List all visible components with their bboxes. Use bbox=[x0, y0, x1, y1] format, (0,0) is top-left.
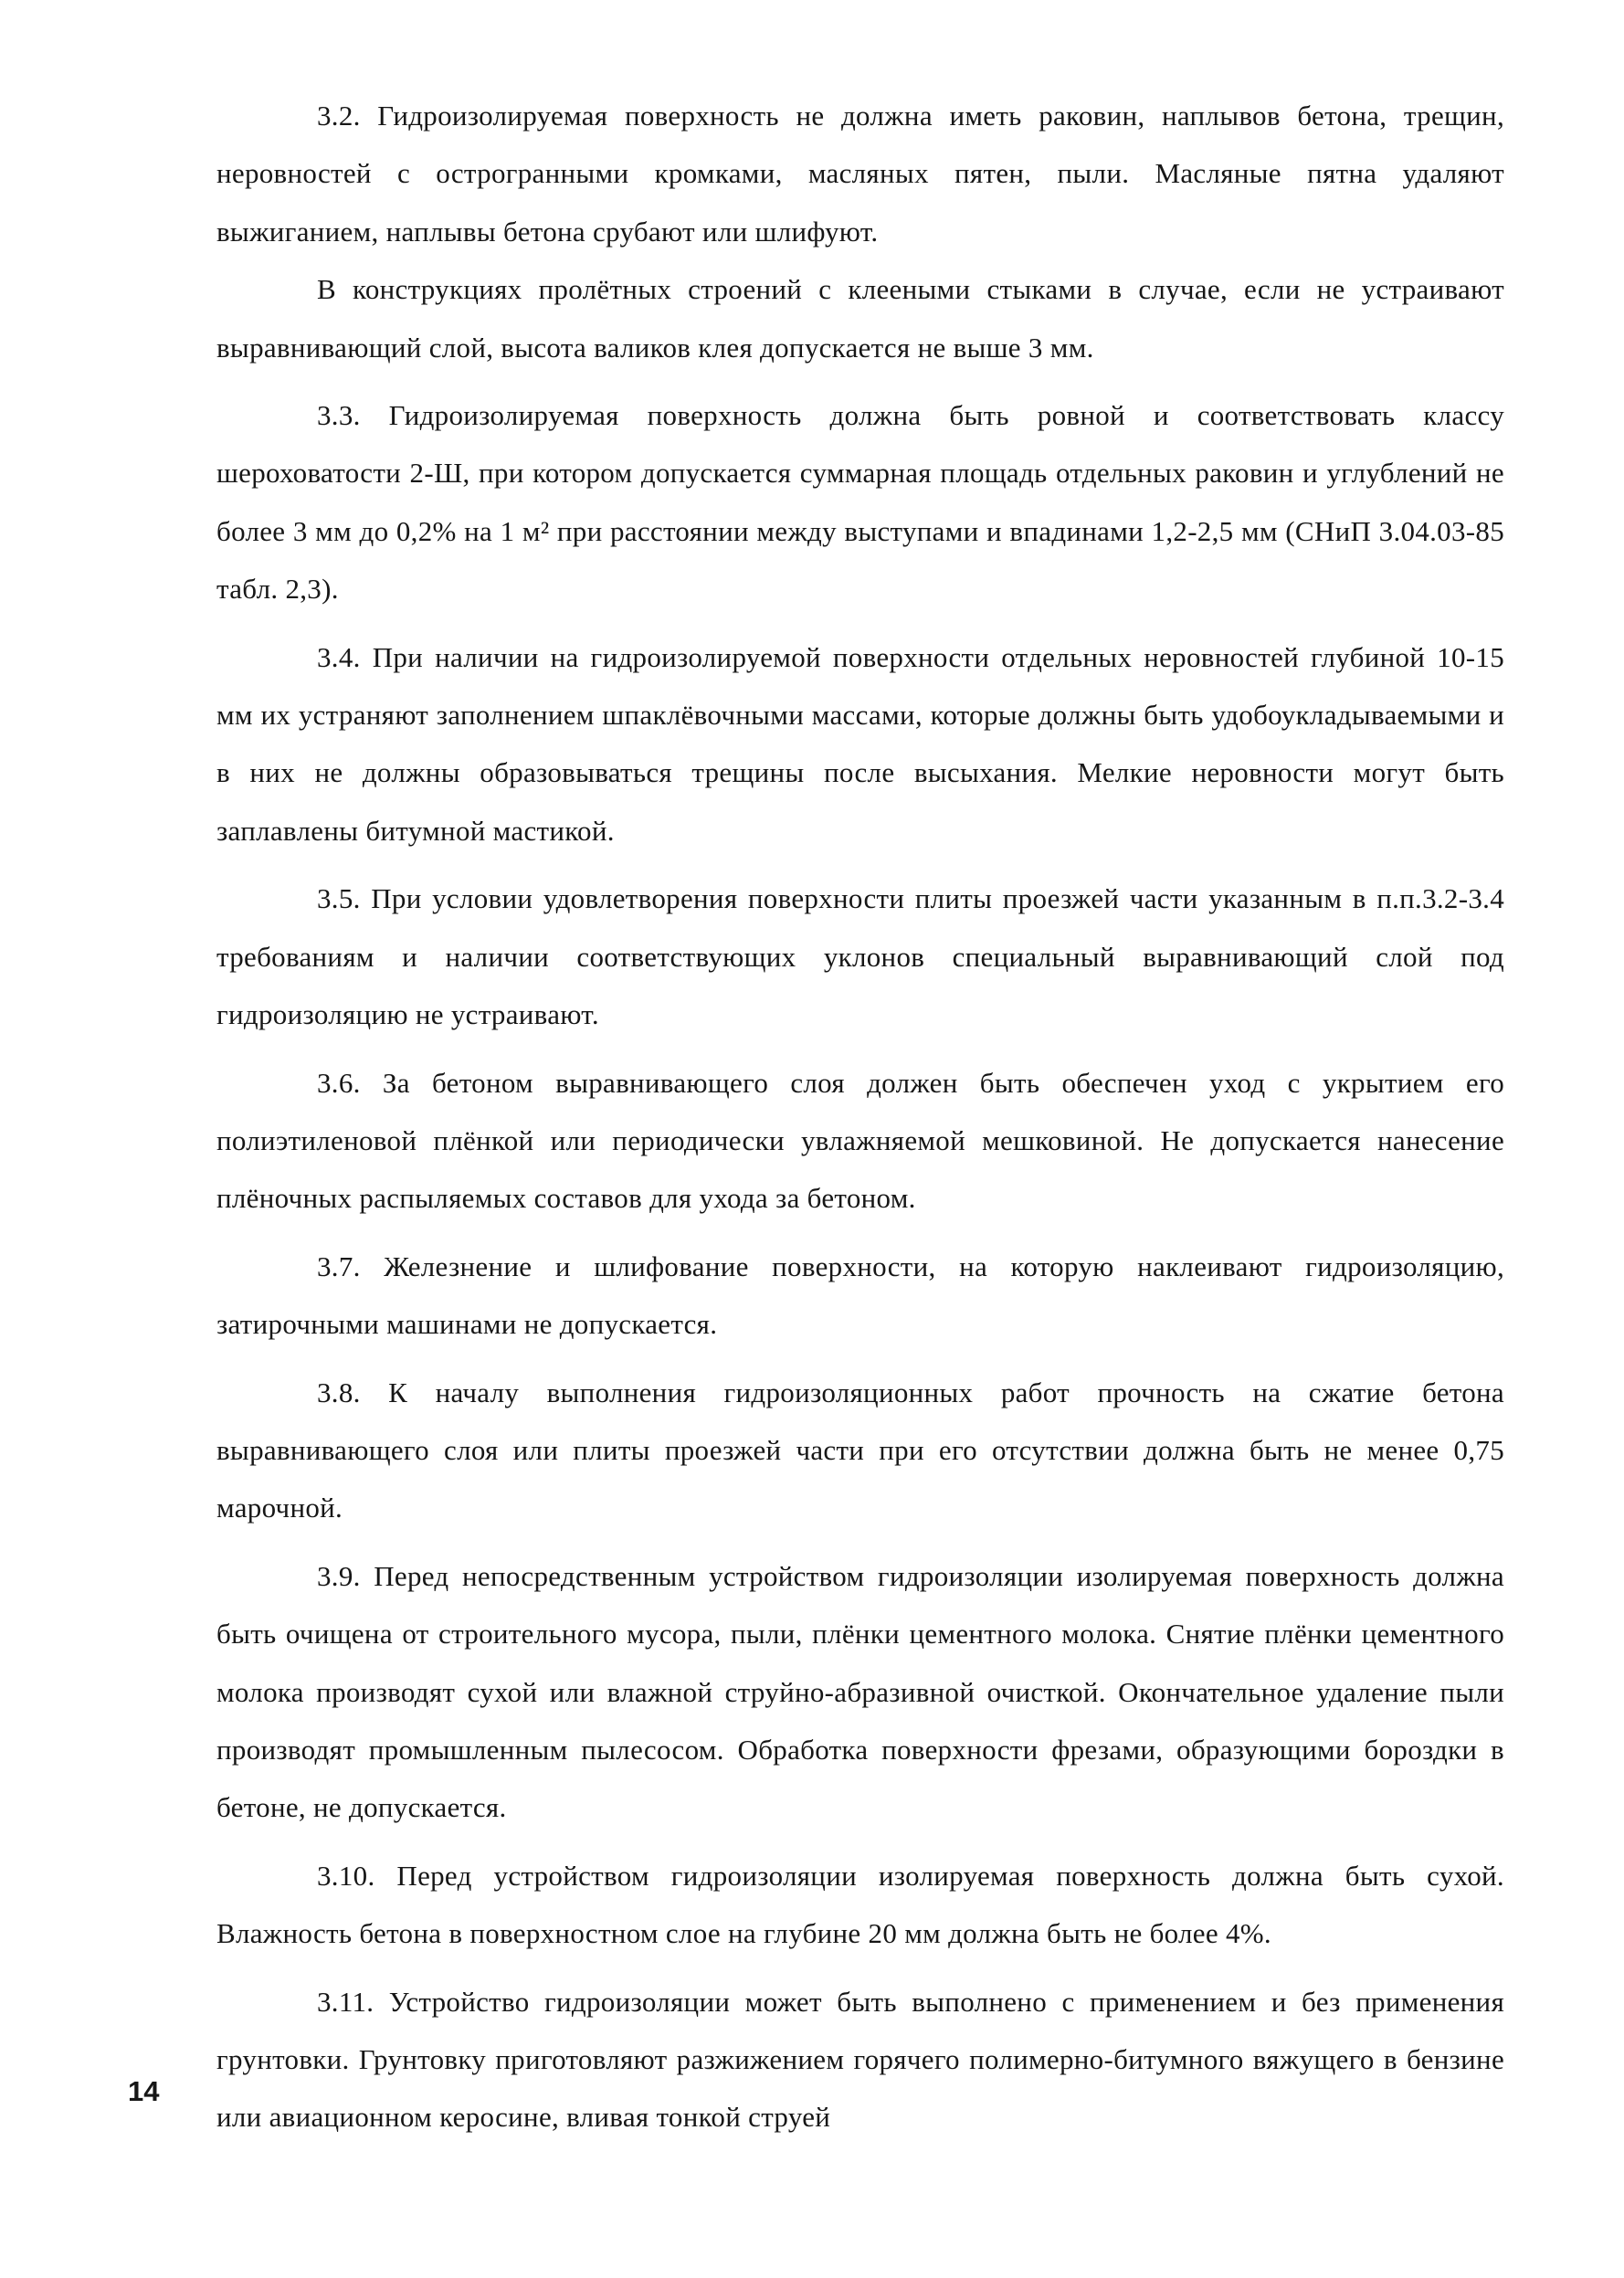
paragraph-3-9: 3.9. Перед непосредственным устройством гидроизоляции изолируемая поверхность должна быть очищена от строительного мусора, пыли, плёнки цементного молока. Снятие плёнки цементного молока производят сухой или влажной струйно-абразивной очисткой. Окончательное удаление пыли производят промышленным пылесосом. Обработка поверхности фрезами, образующими бороздки в бетоне, не допускается. bbox=[216, 1559, 1504, 1824]
paragraph-3-11: 3.11. Устройство гидроизоляции может быть выполнено с применением и без применения грунтовки. Грунтовку приготовляют разжижением горячего полимерно-битумного вяжущего в бензине или авиационном керосине, вливая тонкой струей bbox=[216, 1985, 1504, 2134]
paragraph-3-8: 3.8. К началу выполнения гидроизоляционных работ прочность на сжатие бетона выравнивающего слоя или плиты проезжей части при его отсутствии должна быть не менее 0,75 марочной. bbox=[216, 1376, 1504, 1524]
paragraph-3-7: 3.7. Железнение и шлифование поверхности, на которую наклеивают гидроизоляцию, затирочными машинами не допускается. bbox=[216, 1250, 1504, 1341]
paragraph-3-4: 3.4. При наличии на гидроизолируемой поверхности отдельных неровностей глубиной 10-15 мм их устраняют заполнением шпаклёвочными массами, которые должны быть удобоукладываемыми и в них не должны образовываться трещины после высыхания. Мелкие неровности могут быть заплавлены битумной мастикой. bbox=[216, 640, 1504, 847]
paragraph-3-6: 3.6. За бетоном выравнивающего слоя должен быть обеспечен уход с укрытием его полиэтиленовой плёнкой или периодически увлажняемой мешковиной. Не допускается нанесение плёночных распыляемых составов для ухода за бетоном. bbox=[216, 1066, 1504, 1215]
paragraph-3-2-continued: В конструкциях пролётных строений с клееными стыками в случае, если не устраивают выравнивающий слой, высота валиков клея допускается не выше 3 мм. bbox=[216, 273, 1504, 364]
paragraph-3-5: 3.5. При условии удовлетворения поверхности плиты проезжей части указанным в п.п.3.2-3.4 требованиям и наличии соответствующих уклонов специальный выравнивающий слой под гидроизоляцию не устраивают. bbox=[216, 882, 1504, 1031]
paragraph-3-2: 3.2. Гидроизолируемая поверхность не должна иметь раковин, наплывов бетона, трещин, неровностей с острогранными кромками, масляных пятен, пыли. Масляные пятна удаляют выжиганием, наплывы бетона срубают или шлифуют. bbox=[216, 100, 1504, 248]
paragraph-3-10: 3.10. Перед устройством гидроизоляции изолируемая поверхность должна быть сухой. Влажность бетона в поверхностном слое на глубине 20 мм должна быть не более 4%. bbox=[216, 1859, 1504, 1950]
page-number: 14 bbox=[128, 2075, 160, 2107]
paragraph-3-3: 3.3. Гидроизолируемая поверхность должна быть ровной и соответствовать классу шероховатости 2-Ш, при котором допускается суммарная площадь отдельных раковин и углублений не более 3 мм до 0,2% на 1 м² при расстоянии между выступами и впадинами 1,2-2,5 мм (СНиП 3.04.03-85 табл. 2,3). bbox=[216, 399, 1504, 606]
document-body bbox=[216, 87, 1504, 2146]
